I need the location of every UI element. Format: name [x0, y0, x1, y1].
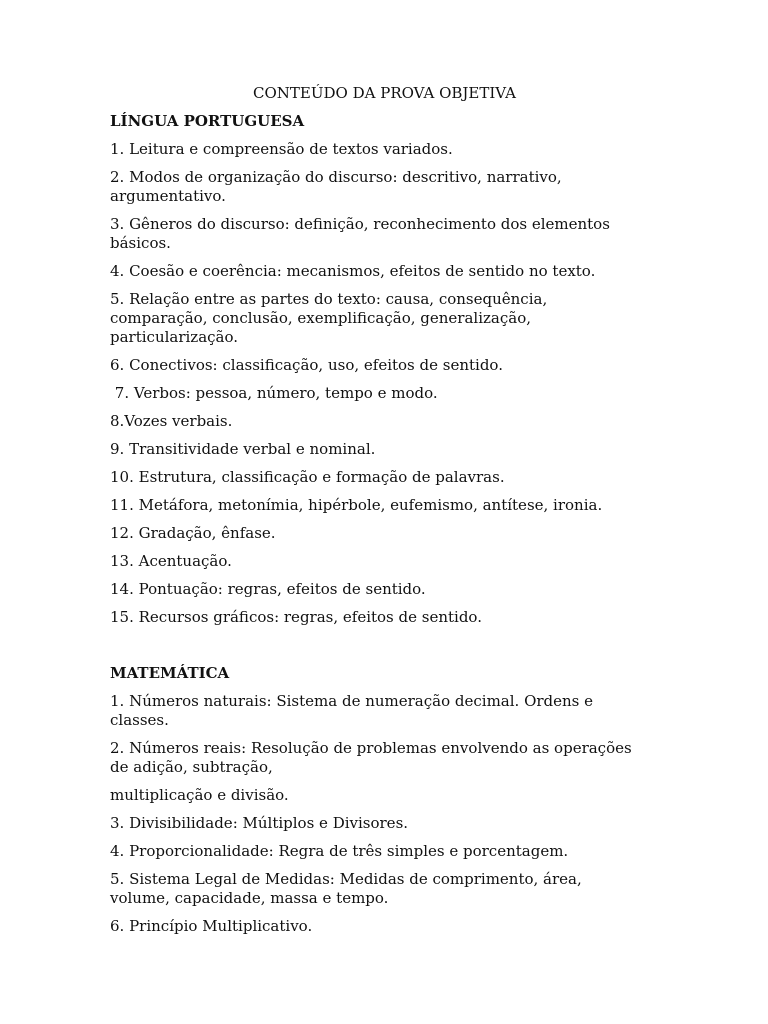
list-item: 4. Coesão e coerência: mecanismos, efeitos de sentido no texto. — [110, 262, 596, 280]
list-item: 2. Números reais: Resolução de problemas envolvendo as operações de adição, subtração, — [110, 739, 632, 776]
list-item: 6. Conectivos: classificação, uso, efeitos de sentido. — [110, 356, 503, 374]
section-heading: MATEMÁTICA — [110, 664, 230, 682]
list-item: 5. Sistema Legal de Medidas: Medidas de comprimento, área, volume, capacidade, massa e tempo. — [110, 870, 582, 907]
list-item: 8.Vozes verbais. — [110, 412, 233, 430]
list-item: 4. Proporcionalidade: Regra de três simples e porcentagem. — [110, 842, 569, 860]
list-item: 14. Pontuação: regras, efeitos de sentido. — [110, 580, 426, 598]
section-heading: LÍNGUA PORTUGUESA — [110, 112, 305, 130]
list-item: 6. Princípio Multiplicativo. — [110, 917, 313, 935]
list-item: 5. Relação entre as partes do texto: causa, consequência, comparação, conclusão, exemplificação, generalização, particularização. — [110, 290, 548, 346]
list-item: 11. Metáfora, metonímia, hipérbole, eufemismo, antítese, ironia. — [110, 496, 603, 514]
section-matematica — [110, 664, 670, 936]
list-item: multiplicação e divisão. — [110, 786, 289, 804]
list-item: 12. Gradação, ênfase. — [110, 524, 276, 542]
list-item: 3. Gêneros do discurso: definição, reconhecimento dos elementos básicos. — [110, 215, 610, 252]
list-item: 9. Transitividade verbal e nominal. — [110, 440, 376, 458]
list-item: 2. Modos de organização do discurso: descritivo, narrativo, argumentativo. — [110, 168, 562, 205]
list-item: 7. Verbos: pessoa, número, tempo e modo. — [110, 384, 438, 402]
document-page — [110, 84, 670, 945]
list-item: 1. Leitura e compreensão de textos variados. — [110, 140, 453, 158]
list-item: 1. Números naturais: Sistema de numeração decimal. Ordens e classes. — [110, 692, 594, 729]
list-item: 3. Divisibilidade: Múltiplos e Divisores. — [110, 814, 409, 832]
list-item: 13. Acentuação. — [110, 552, 232, 570]
list-item: 15. Recursos gráficos: regras, efeitos de sentido. — [110, 608, 482, 626]
document-title: CONTEÚDO DA PROVA OBJETIVA — [253, 84, 516, 102]
section-lingua-portuguesa — [110, 112, 670, 627]
section-spacer — [110, 636, 670, 664]
list-item: 10. Estrutura, classificação e formação de palavras. — [110, 468, 505, 486]
